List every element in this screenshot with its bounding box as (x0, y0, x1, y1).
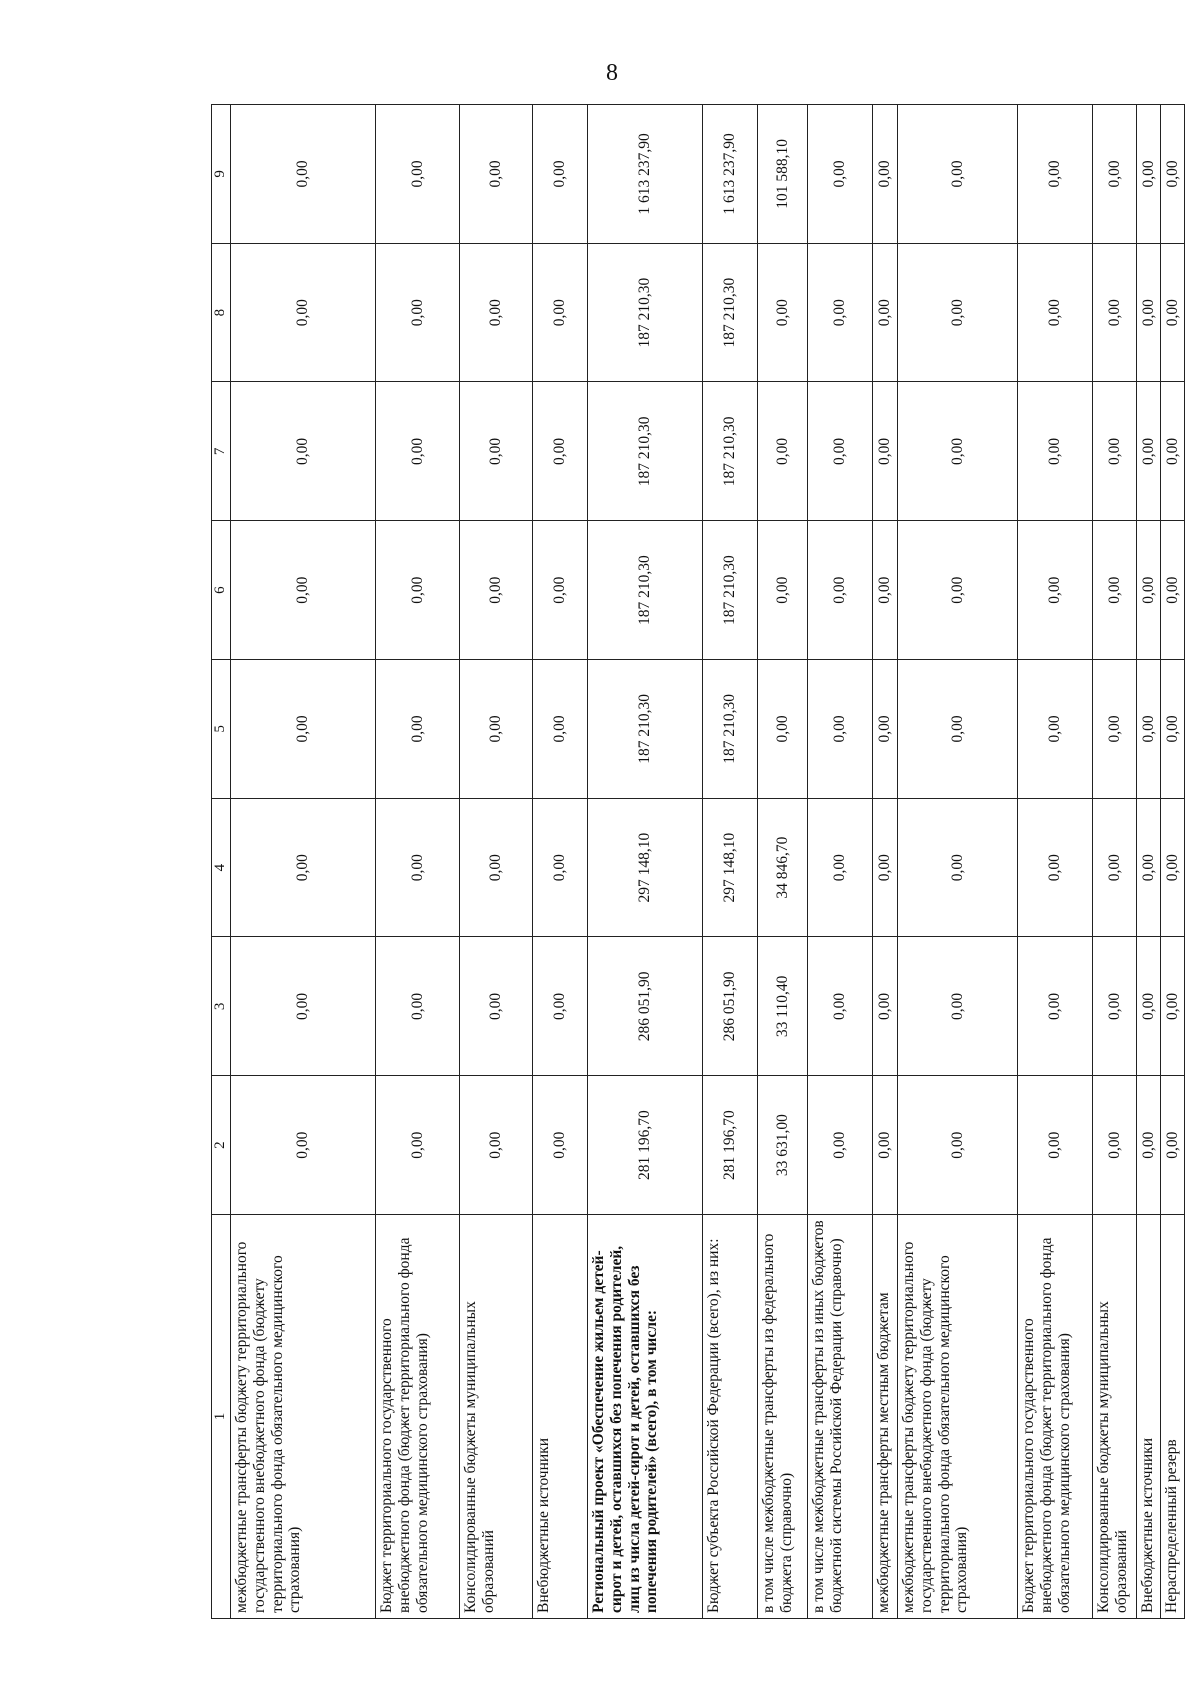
value-cell: 187 210,30 (588, 243, 703, 382)
value-cell: 0,00 (808, 382, 873, 521)
value-cell: 0,00 (533, 937, 588, 1076)
value-cell: 187 210,30 (703, 521, 758, 660)
table-row (588, 105, 703, 1619)
value-cell: 0,00 (808, 243, 873, 382)
value-cell: 0,00 (1018, 243, 1093, 382)
value-cell: 281 196,70 (588, 1076, 703, 1215)
value-cell: 1 613 237,90 (703, 105, 758, 244)
value-cell: 0,00 (533, 1076, 588, 1215)
value-cell: 0,00 (231, 243, 376, 382)
value-cell: 0,00 (1093, 105, 1137, 244)
value-cell: 0,00 (808, 798, 873, 937)
value-cell: 0,00 (1137, 382, 1161, 521)
value-cell: 0,00 (898, 798, 1018, 937)
column-header: 9 (212, 105, 231, 244)
value-cell: 0,00 (873, 798, 898, 937)
value-cell: 0,00 (533, 798, 588, 937)
table-row (1018, 105, 1093, 1619)
row-label: Нераспределенный резерв (1161, 1215, 1185, 1619)
table-row (808, 105, 873, 1619)
column-header: 5 (212, 660, 231, 799)
value-cell: 0,00 (898, 521, 1018, 660)
value-cell: 0,00 (231, 521, 376, 660)
value-cell: 0,00 (460, 243, 533, 382)
value-cell: 0,00 (1161, 243, 1185, 382)
value-cell: 187 210,30 (588, 521, 703, 660)
value-cell: 101 588,10 (758, 105, 808, 244)
row-label: Консолидированные бюджеты муниципальных образований (460, 1215, 533, 1619)
column-header: 4 (212, 798, 231, 937)
table-row (703, 105, 758, 1619)
value-cell: 0,00 (1137, 521, 1161, 660)
value-cell: 0,00 (1093, 798, 1137, 937)
value-cell: 0,00 (376, 521, 460, 660)
value-cell: 0,00 (758, 521, 808, 660)
value-cell: 0,00 (460, 1076, 533, 1215)
value-cell: 1 613 237,90 (588, 105, 703, 244)
table-row (1093, 105, 1137, 1619)
value-cell: 0,00 (231, 105, 376, 244)
value-cell: 0,00 (1137, 937, 1161, 1076)
value-cell: 0,00 (460, 105, 533, 244)
value-cell: 0,00 (873, 1076, 898, 1215)
row-label: Внебюджетные источники (533, 1215, 588, 1619)
value-cell: 187 210,30 (588, 382, 703, 521)
value-cell: 187 210,30 (703, 382, 758, 521)
value-cell: 0,00 (376, 798, 460, 937)
row-label: в том числе межбюджетные трансферты из федерального бюджета (справочно) (758, 1215, 808, 1619)
value-cell: 0,00 (533, 382, 588, 521)
value-cell: 0,00 (533, 660, 588, 799)
row-label: Бюджет субъекта Российской Федерации (всего), из них: (703, 1215, 758, 1619)
budget-table (211, 104, 1185, 1619)
value-cell: 0,00 (1093, 382, 1137, 521)
row-label: межбюджетные трансферты местным бюджетам (873, 1215, 898, 1619)
value-cell: 0,00 (460, 382, 533, 521)
value-cell: 0,00 (460, 937, 533, 1076)
value-cell: 0,00 (1137, 1076, 1161, 1215)
table-row (231, 105, 376, 1619)
table-row (1161, 105, 1185, 1619)
value-cell: 0,00 (1161, 1076, 1185, 1215)
value-cell: 0,00 (231, 937, 376, 1076)
value-cell: 0,00 (1018, 937, 1093, 1076)
value-cell: 281 196,70 (703, 1076, 758, 1215)
value-cell: 0,00 (758, 382, 808, 521)
value-cell: 0,00 (376, 382, 460, 521)
value-cell: 187 210,30 (588, 660, 703, 799)
column-header: 1 (212, 1215, 231, 1619)
value-cell: 0,00 (1161, 660, 1185, 799)
value-cell: 0,00 (1161, 105, 1185, 244)
row-label: Бюджет территориального государственного внебюджетного фонда (бюджет территориального фонда обязательного медицинского страхования) (1018, 1215, 1093, 1619)
table-row (533, 105, 588, 1619)
value-cell: 0,00 (898, 243, 1018, 382)
value-cell: 0,00 (873, 660, 898, 799)
value-cell: 33 631,00 (758, 1076, 808, 1215)
value-cell: 0,00 (808, 521, 873, 660)
value-cell: 0,00 (376, 105, 460, 244)
value-cell: 0,00 (376, 243, 460, 382)
value-cell: 0,00 (1018, 521, 1093, 660)
value-cell: 0,00 (1093, 937, 1137, 1076)
value-cell: 286 051,90 (703, 937, 758, 1076)
column-header: 8 (212, 243, 231, 382)
value-cell: 0,00 (873, 521, 898, 660)
value-cell: 0,00 (1093, 521, 1137, 660)
value-cell: 0,00 (898, 937, 1018, 1076)
table-row (376, 105, 460, 1619)
table-row (758, 105, 808, 1619)
value-cell: 0,00 (1093, 660, 1137, 799)
value-cell: 297 148,10 (703, 798, 758, 937)
value-cell: 0,00 (1137, 660, 1161, 799)
value-cell: 0,00 (758, 243, 808, 382)
table-container (211, 105, 1181, 1619)
value-cell: 0,00 (808, 1076, 873, 1215)
value-cell: 0,00 (533, 105, 588, 244)
value-cell: 0,00 (873, 243, 898, 382)
value-cell: 0,00 (533, 243, 588, 382)
value-cell: 33 110,40 (758, 937, 808, 1076)
table-body (231, 105, 1185, 1619)
value-cell: 0,00 (231, 660, 376, 799)
value-cell: 0,00 (873, 105, 898, 244)
page-number: 8 (606, 60, 618, 86)
value-cell: 0,00 (1018, 798, 1093, 937)
row-label: Региональный проект «Обеспечение жильем детей-сирот и детей, оставшихся без попечения родителей, лиц из числа детей-сирот и детей, оставшихся без попечения родителей» (всего), в том числе: (588, 1215, 703, 1619)
value-cell: 0,00 (808, 660, 873, 799)
value-cell: 0,00 (808, 105, 873, 244)
table-row (898, 105, 1018, 1619)
value-cell: 0,00 (1018, 105, 1093, 244)
value-cell: 0,00 (1093, 243, 1137, 382)
value-cell: 297 148,10 (588, 798, 703, 937)
value-cell: 0,00 (460, 521, 533, 660)
value-cell: 0,00 (758, 660, 808, 799)
value-cell: 0,00 (1137, 798, 1161, 937)
value-cell: 0,00 (898, 660, 1018, 799)
value-cell: 0,00 (1018, 1076, 1093, 1215)
value-cell: 286 051,90 (588, 937, 703, 1076)
value-cell: 0,00 (1093, 1076, 1137, 1215)
value-cell: 0,00 (1137, 105, 1161, 244)
row-label: Внебюджетные источники (1137, 1215, 1161, 1619)
value-cell: 0,00 (1137, 243, 1161, 382)
value-cell: 0,00 (460, 798, 533, 937)
value-cell: 0,00 (231, 798, 376, 937)
value-cell: 0,00 (1161, 382, 1185, 521)
column-header: 2 (212, 1076, 231, 1215)
value-cell: 0,00 (1161, 798, 1185, 937)
value-cell: 187 210,30 (703, 660, 758, 799)
value-cell: 0,00 (898, 382, 1018, 521)
row-label: Консолидированные бюджеты муниципальных образований (1093, 1215, 1137, 1619)
value-cell: 0,00 (1018, 382, 1093, 521)
row-label: в том числе межбюджетные трансферты из иных бюджетов бюджетной системы Российской Федерации (справочно) (808, 1215, 873, 1619)
value-cell: 0,00 (873, 937, 898, 1076)
value-cell: 0,00 (376, 1076, 460, 1215)
value-cell: 0,00 (808, 937, 873, 1076)
value-cell: 0,00 (873, 382, 898, 521)
value-cell: 0,00 (1018, 660, 1093, 799)
value-cell: 0,00 (898, 1076, 1018, 1215)
value-cell: 0,00 (533, 521, 588, 660)
value-cell: 0,00 (231, 382, 376, 521)
value-cell: 34 846,70 (758, 798, 808, 937)
column-header: 7 (212, 382, 231, 521)
table-row (1137, 105, 1161, 1619)
value-cell: 0,00 (898, 105, 1018, 244)
value-cell: 0,00 (231, 1076, 376, 1215)
row-label: межбюджетные трансферты бюджету территориального государственного внебюджетного фонда (бюджету территориального фонда обязательного медицинского страхования) (898, 1215, 1018, 1619)
value-cell: 0,00 (1161, 521, 1185, 660)
value-cell: 187 210,30 (703, 243, 758, 382)
value-cell: 0,00 (1161, 937, 1185, 1076)
value-cell: 0,00 (376, 660, 460, 799)
column-header: 6 (212, 521, 231, 660)
row-label: межбюджетные трансферты бюджету территориального государственного внебюджетного фонда (бюджету территориального фонда обязательного медицинского страхования) (231, 1215, 376, 1619)
value-cell: 0,00 (376, 937, 460, 1076)
column-header: 3 (212, 937, 231, 1076)
value-cell: 0,00 (460, 660, 533, 799)
table-row (873, 105, 898, 1619)
header-row (212, 105, 231, 1619)
row-label: Бюджет территориального государственного внебюджетного фонда (бюджет территориального фонда обязательного медицинского страхования) (376, 1215, 460, 1619)
table-row (460, 105, 533, 1619)
